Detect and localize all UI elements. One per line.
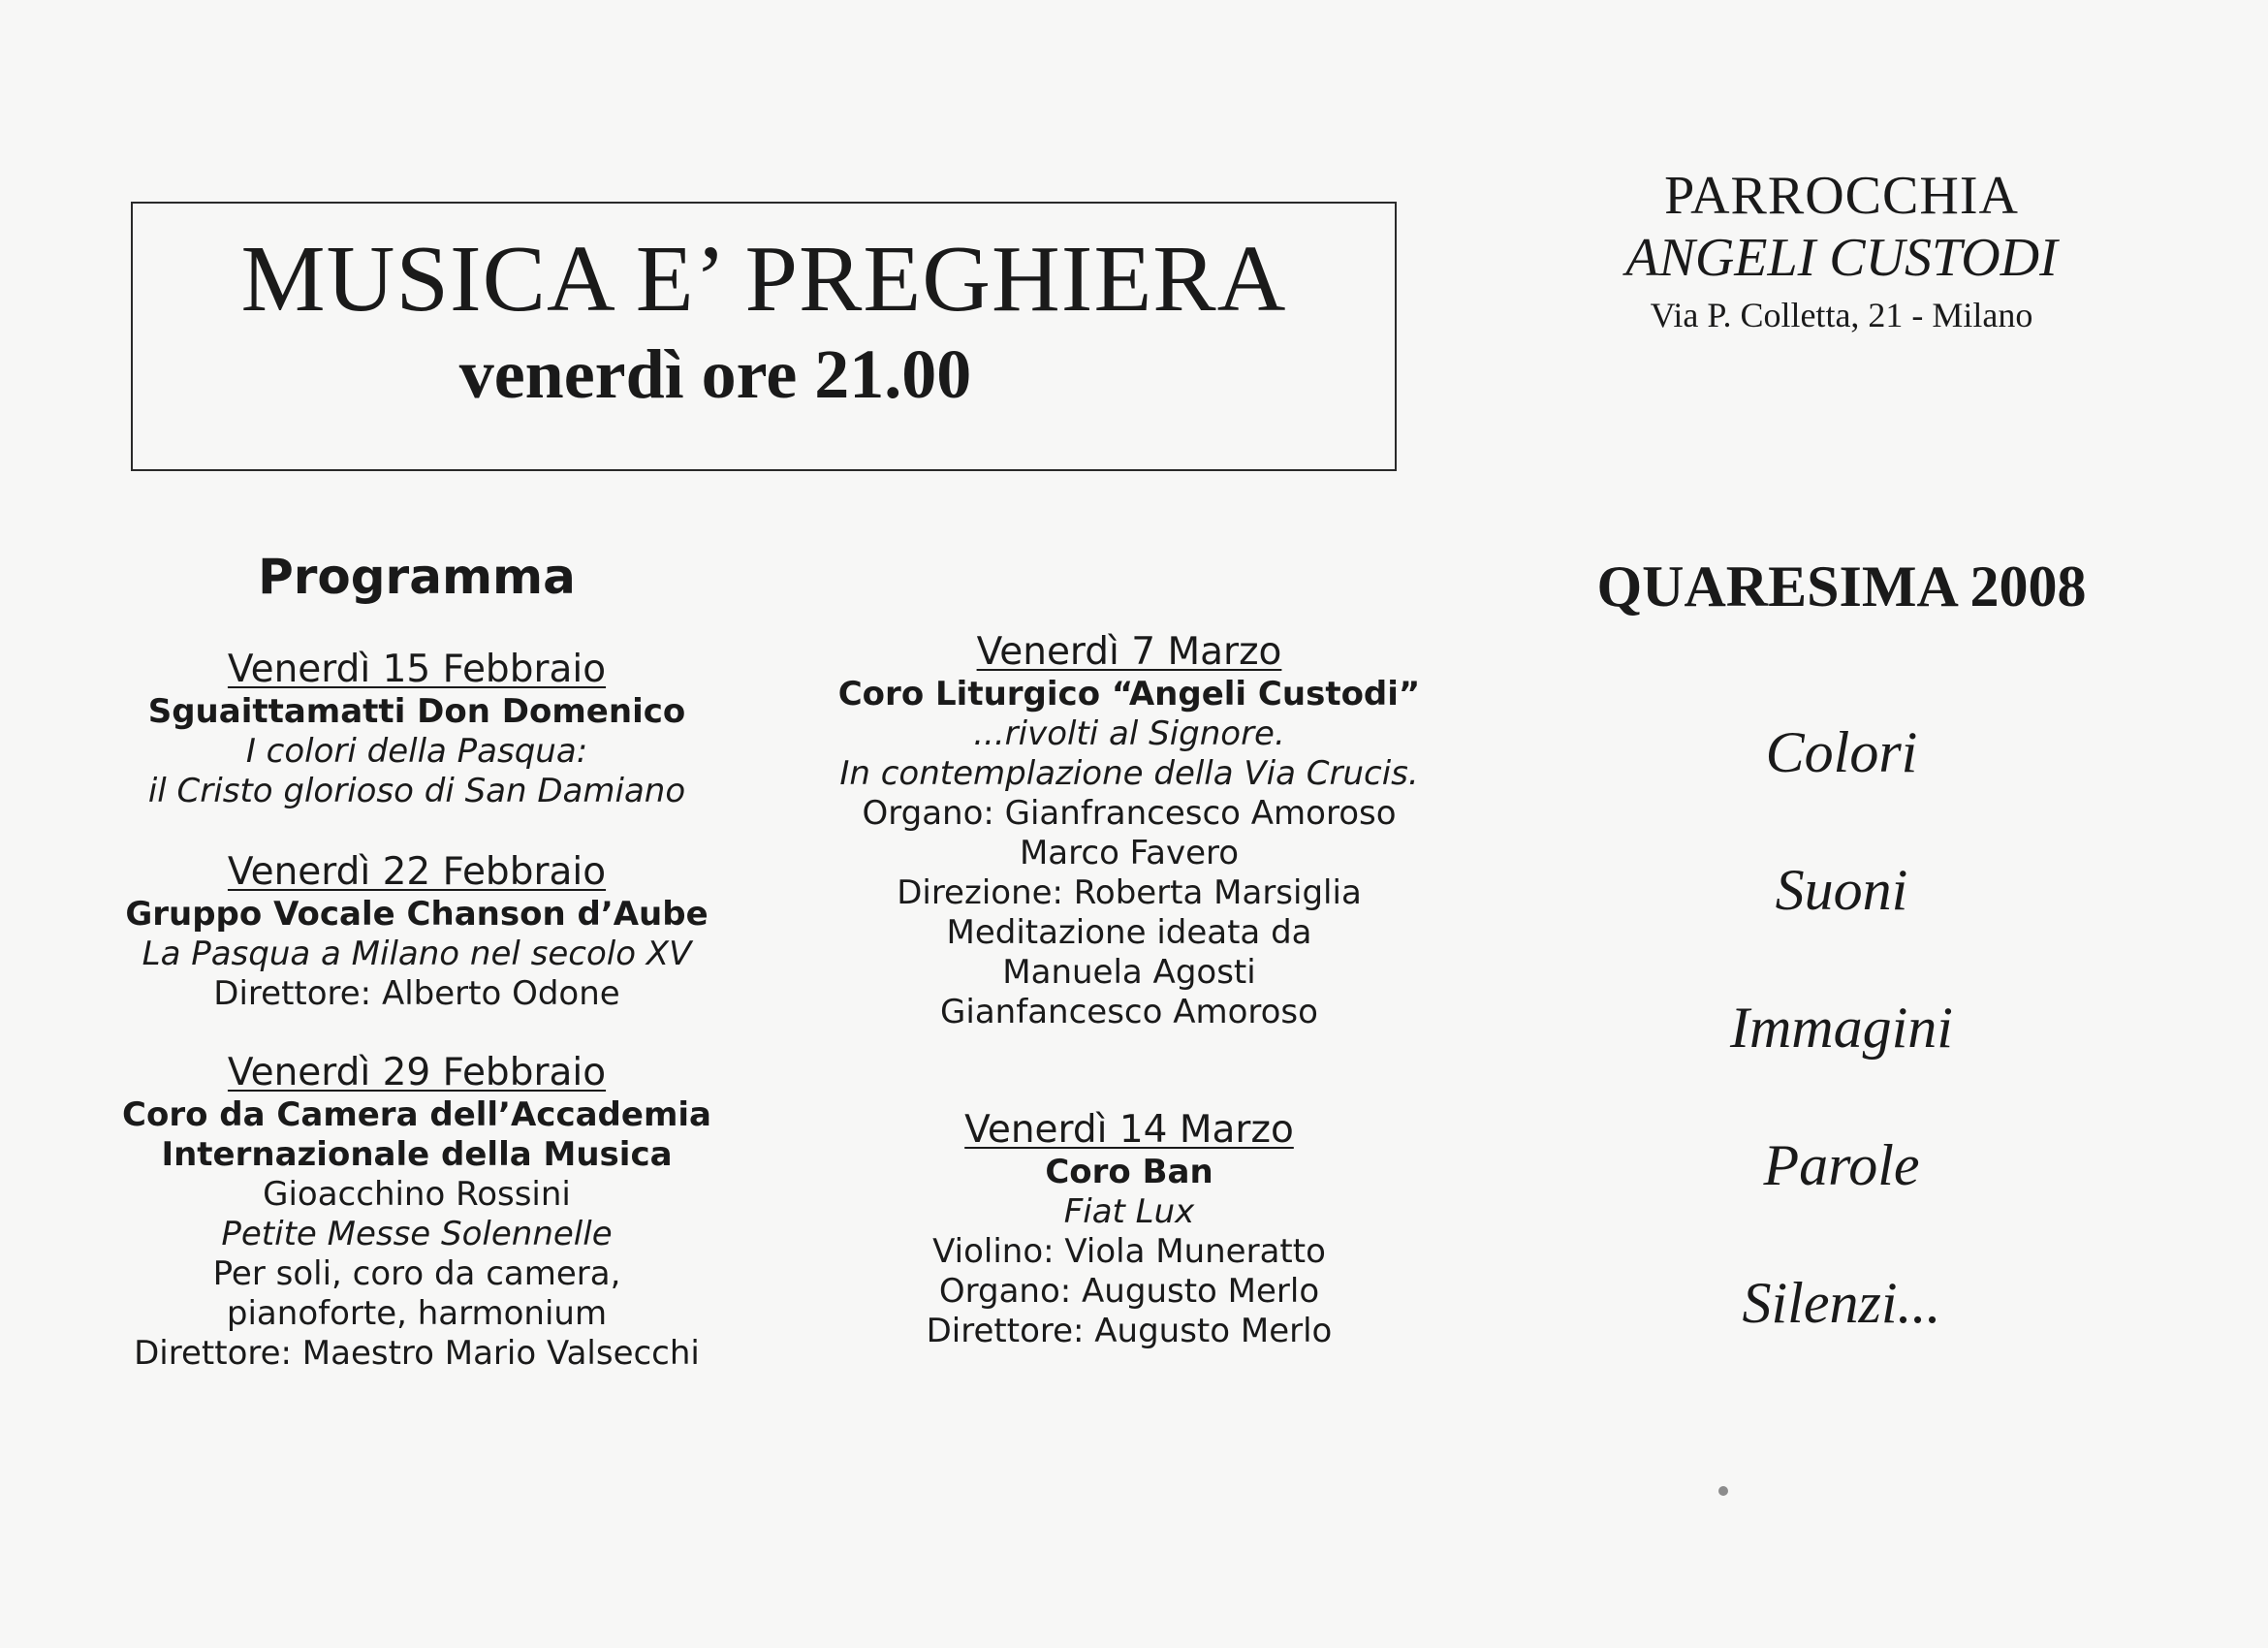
event-detail-line: Petite Messe Solennelle [221, 1215, 613, 1253]
program-event [824, 630, 1434, 1032]
event-detail-line: In contemplazione della Via Crucis. [839, 754, 1419, 793]
program-column-middle [824, 630, 1434, 1351]
theme-word: Silenzi... [1742, 1271, 1941, 1335]
event-date: Venerdì 7 Marzo [976, 630, 1282, 674]
event-detail-line: Organo: Gianfrancesco Amoroso [862, 794, 1397, 833]
event-detail-line: Gianfancesco Amoroso [940, 993, 1318, 1031]
theme-word: Colori [1765, 720, 1918, 784]
event-detail-line: Marco Favero [1019, 834, 1240, 872]
event-series-title: MUSICA E’ PREGHIERA [240, 227, 1287, 332]
event-detail-line: Gioacchino Rossini [263, 1175, 571, 1214]
theme-word-list [1512, 717, 2171, 1338]
event-detail-line: ...rivolti al Signore. [973, 714, 1285, 753]
season-heading: QUARESIMA 2008 [1596, 555, 2087, 618]
event-detail-line: Violino: Viola Muneratto [932, 1232, 1326, 1271]
middle-event-list [824, 630, 1434, 1351]
event-detail-line: Direttore: Augusto Merlo [926, 1312, 1333, 1350]
theme-word: Parole [1763, 1133, 1920, 1197]
theme-word: Suoni [1775, 858, 1908, 922]
event-detail-line: Internazionale della Musica [161, 1135, 673, 1174]
event-detail-line: La Pasqua a Milano nel secolo XV [142, 935, 692, 973]
event-detail-line: Per soli, coro da camera, [212, 1254, 621, 1293]
event-detail-line: il Cristo glorioso di San Damiano [147, 772, 686, 810]
event-date: Venerdì 14 Marzo [964, 1108, 1294, 1152]
event-detail-line: Gruppo Vocale Chanson d’Aube [125, 895, 709, 934]
program-event [116, 648, 717, 811]
parish-address: Via P. Colletta, 21 - Milano [1650, 296, 2033, 334]
program-event [116, 850, 717, 1014]
event-detail-line: Fiat Lux [1063, 1192, 1195, 1231]
theme-word: Immagini [1730, 996, 1953, 1060]
event-detail-line: I colori della Pasqua: [245, 732, 588, 771]
event-date: Venerdì 29 Febbraio [227, 1051, 607, 1094]
program-event [116, 1051, 717, 1374]
event-detail-line: Coro da Camera dell’Accademia [122, 1095, 711, 1134]
event-detail-line: Direttore: Alberto Odone [213, 974, 620, 1013]
event-date: Venerdì 15 Febbraio [227, 648, 607, 691]
title-box [131, 202, 1397, 471]
season-column [1512, 553, 2171, 1406]
event-date: Venerdì 22 Febbraio [227, 850, 607, 894]
event-detail-line: Meditazione ideata da [946, 913, 1312, 952]
event-detail-line: pianoforte, harmonium [226, 1294, 608, 1333]
speck-mark [1718, 1486, 1728, 1496]
program-column-left [116, 548, 717, 1374]
event-detail-line: Coro Liturgico “Angeli Custodi” [837, 675, 1421, 713]
event-schedule-time: venerdì ore 21.00 [458, 335, 972, 413]
event-detail-line: Sguaittamatti Don Domenico [147, 692, 686, 731]
program-event [824, 1108, 1434, 1351]
parish-subname: ANGELI CUSTODI [1625, 228, 2058, 288]
program-heading: Programma [258, 549, 576, 605]
left-event-list [116, 648, 717, 1374]
parish-header [1512, 165, 2171, 339]
event-detail-line: Manuela Agosti [1002, 953, 1256, 992]
event-detail-line: Coro Ban [1045, 1153, 1213, 1191]
event-detail-line: Direzione: Roberta Marsiglia [897, 873, 1362, 912]
parish-name: PARROCCHIA [1664, 166, 2019, 226]
event-detail-line: Organo: Augusto Merlo [938, 1272, 1320, 1311]
event-detail-line: Direttore: Maestro Mario Valsecchi [134, 1334, 700, 1373]
